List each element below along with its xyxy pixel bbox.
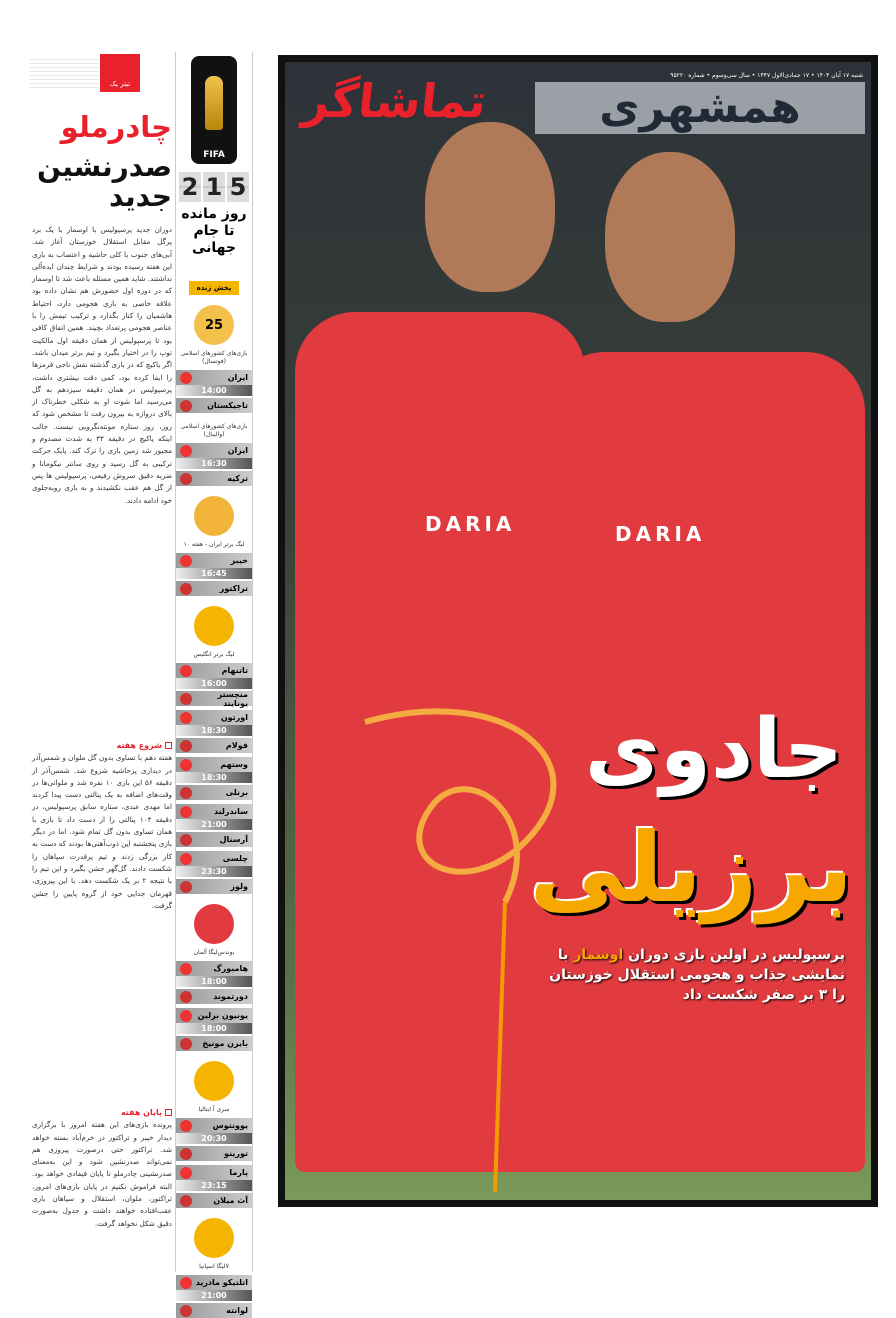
section-end-week — [32, 1107, 172, 1230]
player-left-head — [425, 122, 555, 292]
match — [176, 710, 252, 753]
away-team — [176, 879, 252, 894]
team-crest-icon — [180, 1038, 192, 1050]
competition — [176, 1061, 252, 1114]
match — [176, 1165, 252, 1208]
team-crest-icon — [180, 445, 192, 457]
match — [176, 1008, 252, 1051]
section-title: پایان هفته — [120, 1108, 162, 1117]
team-crest-icon — [180, 1195, 192, 1207]
match — [176, 443, 252, 486]
home-team — [176, 553, 252, 568]
home-team — [176, 1118, 252, 1133]
match — [176, 961, 252, 1004]
match-time: 20:30 — [176, 1133, 252, 1144]
countdown — [176, 172, 252, 202]
team-crest-icon — [180, 1167, 192, 1179]
home-team — [176, 710, 252, 725]
competition-name: بازی‌های کشورهای اسلامی (والیبال) — [180, 423, 248, 438]
golden-swirl-decoration — [345, 682, 625, 1200]
masthead-logo: تماشاگر — [300, 74, 490, 128]
dateline: شنبه ۱۷ آبان ۱۴۰۴ • ۱۷ جمادی‌الاول ۱۴۴۷ • سال سی‌وسوم • شماره ۹۵۲۲۰ — [670, 72, 863, 79]
team-name: یونیون برلین — [197, 1011, 248, 1020]
lead-text — [545, 945, 845, 1005]
team-crest-icon — [180, 555, 192, 567]
main-headline-line2: برزیلی — [529, 812, 853, 924]
team-name: تراکتور — [219, 584, 248, 593]
home-team — [176, 1165, 252, 1180]
team-name: لوانته — [226, 1306, 248, 1315]
story-body: دوران جدید پرسپولیس با اوسمار با یک برد پرگل مقابل استقلال خوزستان آغاز شد. آبی‌های جنوب با کلی حاشیه و اعتصاب به بازی این هفته رسیده بودند و شرایط چندان ایده‌آلی نداشتند. شاید همین مسئله باعث شد تا اوسمار که در دوره اول حضورش هم نشان داده بود علاقه خاصی به بازی هجومی دارد، احتیاط هاشمیان را کنار بگذارد و ترکیب تیمش را با عناصر هجومی پرتعداد بچیند. همین اتفاق کافی بود تا پرسپولیس از همان دقیقه اول مالکیت توپ را در اختیار بگیرد و تیم برتر میدان باشد. اگر یاکیچ که در بازی گذشته نقش ناجی قرمزها را ایفا کرده بود، کمی دقت بیشتری داشت، پرسپولیس در همان دقیقه سیزدهم به گل می‌رسید اما شوت او به شکلی خطرناک از بالای دروازه به بیرون رفت تا مشخص شود که روز، روز ستاره مونته‌نگرویی نیست. جالب اینکه یاکیچ در دقیقه ۳۴ به شدت مصدوم و مجبور شد زمین بازی را ترک کند. پایک حرکت ترکیبی به گل رسید و روی سانتر نیکومانا و ضربه دقیق سروش رفیعی، پرسپولیس ها پس از گل هم عقب نکشیدند و به بازی روبه‌جلوی خود ادامه دادند. — [32, 225, 172, 505]
competition-logo — [194, 496, 234, 536]
section-body: پرونده بازی‌های این هفته امروز با برگزاری دیدار خیبر و تراکتور در خرم‌آباد بسته خواهد شد. تراکتور حتی درصورت پیروزی هم نمی‌تواند صدرنشین شود و این به‌معنای صدرنشینی چادرملو تا پایان فیفادی خواهد بود. البته فراموش نکنیم در پایان بازی‌های امروز، تراکتور، ملوان، استقلال و سپاهان بازی عقب‌افتاده خواهند داشت و جدول به‌صورت دقیق شکل نخواهد گرفت. — [32, 1120, 172, 1228]
away-team — [176, 989, 252, 1004]
home-team — [176, 443, 252, 458]
team-name: برنلی — [225, 788, 248, 797]
team-crest-icon — [180, 372, 192, 384]
competition-logo — [194, 904, 234, 944]
lead-text-part: با نمایشی جذاب و هجومی استقلال خوزستان را ۳ بر صفر شکست داد — [549, 947, 845, 1003]
home-team — [176, 961, 252, 976]
fifa-label: FIFA — [203, 150, 225, 160]
team-name: آرسنال — [219, 835, 248, 844]
team-name: اورتون — [220, 713, 248, 722]
countdown-digit: 5 — [227, 172, 249, 202]
away-team — [176, 1193, 252, 1208]
match — [176, 663, 252, 706]
team-name: پارما — [229, 1168, 248, 1177]
headline-red: چادرملو — [60, 110, 172, 144]
match — [176, 757, 252, 800]
lead-text-part: پرسپولیس در اولین بازی دوران — [623, 947, 845, 963]
team-crest-icon — [180, 853, 192, 865]
competition-name: لیگ برتر ایران - هفته ۱۰ — [183, 541, 245, 548]
match-time: 16:00 — [176, 678, 252, 689]
team-crest-icon — [180, 712, 192, 724]
team-name: آث میلان — [213, 1196, 248, 1205]
team-name: دورتموند — [213, 992, 248, 1001]
match — [176, 370, 252, 413]
countdown-digit: 2 — [179, 172, 201, 202]
competition-name: بوندس‌لیگا آلمان — [193, 949, 235, 956]
headline-black: صدرنشین جدید — [37, 150, 172, 213]
competition — [176, 423, 252, 439]
team-name: تورینو — [224, 1149, 248, 1158]
away-team — [176, 1036, 252, 1051]
jersey-sponsor: DARIA — [615, 522, 706, 546]
team-crest-icon — [180, 1148, 192, 1160]
match-time: 23:30 — [176, 866, 252, 877]
cover-photo-frame — [278, 55, 878, 1207]
team-crest-icon — [180, 400, 192, 412]
world-cup-logo — [191, 56, 237, 164]
match-time: 16:30 — [176, 458, 252, 469]
match — [176, 1275, 252, 1318]
competition-logo — [194, 305, 234, 345]
match-time: 21:00 — [176, 1290, 252, 1301]
team-name: تاتنهام — [221, 666, 248, 675]
match-time: 18:00 — [176, 1023, 252, 1034]
away-team — [176, 691, 252, 706]
away-team — [176, 398, 252, 413]
live-broadcast-label: پخش زنده — [189, 281, 239, 295]
team-crest-icon — [180, 834, 192, 846]
match-time: 18:30 — [176, 772, 252, 783]
match — [176, 851, 252, 894]
cover-photo — [285, 62, 871, 1200]
section-title: شروع هفته — [116, 741, 162, 750]
competition — [176, 496, 252, 549]
team-crest-icon — [180, 991, 192, 1003]
match — [176, 1118, 252, 1161]
countdown-label: روز مانده تا جام جهانی — [181, 206, 247, 256]
home-team — [176, 1008, 252, 1023]
away-team — [176, 738, 252, 753]
countdown-digit: 1 — [203, 172, 225, 202]
match — [176, 553, 252, 596]
competition-list — [176, 305, 252, 1318]
section-body: هفته دهم با تساوی بدون گل ملوان و شمس‌آذر در دیداری پرحاشیه شروع شد. شمس‌آذر از دقیقه ۵۶ این بازی ۱۰ نفره شد و ملوانی‌ها در وقت‌های اضافه به یک پنالتی دست پیدا کردند اما مهدی عبدی، ستاره سابق پرسپولیس، در دقیقه ۱۰۴ پنالتی را از دست داد تا بازی با همان تساوی بدون گل تمام شود. اما در دیگر بازی پنجشنبه این ذوب‌آهنی‌ها بودند که دست به کار بزرگی زدند و تیم پرقدرت سپاهان را شکست دادند. گل‌گهر جشن بگیرد و این تیم را با نتیجه ۲ بر یک شکست دهد. با این پیروزی، قهرمان جدایی خود از گروه پایین را جشن گرفت. — [32, 753, 172, 910]
match-time: 16:45 — [176, 568, 252, 579]
away-team — [176, 785, 252, 800]
competition-logo — [194, 606, 234, 646]
team-crest-icon — [180, 787, 192, 799]
trophy-icon — [205, 76, 223, 130]
competition — [176, 606, 252, 659]
competition — [176, 904, 252, 957]
team-crest-icon — [180, 1277, 192, 1289]
team-crest-icon — [180, 665, 192, 677]
home-team — [176, 370, 252, 385]
team-crest-icon — [180, 1305, 192, 1317]
masthead-title: همشهری — [535, 82, 865, 134]
competition-name: لالیگا اسپانیا — [199, 1263, 229, 1270]
team-name: ولوز — [230, 882, 248, 891]
tag-lines-decoration — [30, 56, 98, 90]
player-right-head — [605, 152, 735, 322]
competition-name: سری آ ایتالیا — [198, 1106, 230, 1113]
team-name: وستهم — [220, 760, 248, 769]
match-time: 18:30 — [176, 725, 252, 736]
story-tag: تیتر یک — [100, 54, 140, 92]
team-name: اتلتیکو مادرید — [195, 1278, 248, 1287]
team-name: ایران — [227, 446, 248, 455]
home-team — [176, 663, 252, 678]
away-team — [176, 471, 252, 486]
competition-logo — [194, 1061, 234, 1101]
competition-logo — [194, 1218, 234, 1258]
match-time: 14:00 — [176, 385, 252, 396]
team-name: فولام — [225, 741, 248, 750]
team-crest-icon — [180, 806, 192, 818]
home-team — [176, 851, 252, 866]
team-name: خیبر — [230, 556, 248, 565]
team-name: تاجیکستان — [207, 401, 248, 410]
team-crest-icon — [180, 963, 192, 975]
main-headline-line1: جادوی — [584, 702, 843, 797]
competition — [176, 305, 252, 366]
away-team — [176, 1303, 252, 1318]
home-team — [176, 804, 252, 819]
match-time: 18:00 — [176, 976, 252, 987]
away-team — [176, 581, 252, 596]
team-crest-icon — [180, 1010, 192, 1022]
match — [176, 804, 252, 847]
logo-text: 25 — [204, 317, 224, 333]
schedule-column — [175, 52, 253, 1315]
team-name: ایران — [227, 373, 248, 382]
team-crest-icon — [180, 881, 192, 893]
team-crest-icon — [180, 473, 192, 485]
jersey-sponsor: DARIA — [425, 512, 516, 536]
away-team — [176, 1146, 252, 1161]
team-name: ساندرلند — [214, 807, 248, 816]
match-time: 23:15 — [176, 1180, 252, 1191]
team-crest-icon — [180, 740, 192, 752]
team-name: بایرن مونیخ — [202, 1039, 248, 1048]
section-start-week — [32, 740, 172, 912]
competition-name: بازی‌های کشورهای اسلامی (فوتسال) — [180, 350, 248, 365]
team-name: ترکیه — [227, 474, 248, 483]
away-team — [176, 832, 252, 847]
section-box-icon — [165, 1109, 172, 1116]
competition — [176, 1218, 252, 1271]
home-team — [176, 1275, 252, 1290]
team-name: منچستر یونایتد — [217, 689, 248, 708]
competition-name: لیگ برتر انگلیس — [193, 651, 235, 658]
team-name: چلسی — [222, 854, 248, 863]
home-team — [176, 757, 252, 772]
team-crest-icon — [180, 583, 192, 595]
team-crest-icon — [180, 693, 192, 705]
section-box-icon — [165, 742, 172, 749]
match-time: 21:00 — [176, 819, 252, 830]
team-crest-icon — [180, 759, 192, 771]
team-name: هامبورگ — [213, 964, 248, 973]
lead-highlight: اوسمار — [573, 947, 624, 963]
team-crest-icon — [180, 1120, 192, 1132]
team-name: یوونتوس — [212, 1121, 248, 1130]
